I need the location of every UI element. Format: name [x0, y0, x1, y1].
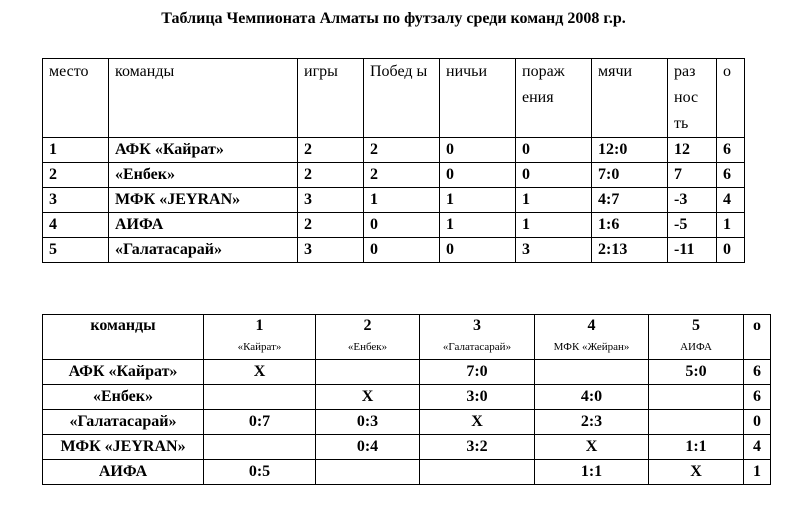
- cell-games: 2: [298, 138, 364, 163]
- cell-place: 3: [43, 188, 109, 213]
- col-header-team-3: [420, 315, 535, 360]
- cell-points: 4: [717, 188, 745, 213]
- column-number: 4: [587, 317, 596, 334]
- cell-result: [204, 385, 316, 410]
- column-team-name: «Галатасарай»: [442, 341, 512, 353]
- cell-team: «Галатасарай»: [43, 410, 204, 435]
- cell-result: 0:7: [204, 410, 316, 435]
- col-header-team-1: [204, 315, 316, 360]
- cell-result: 3:0: [420, 385, 535, 410]
- cell-result: X: [420, 410, 535, 435]
- col-header-goals: мячи: [592, 59, 668, 138]
- cell-team: АФК «Кайрат»: [109, 138, 298, 163]
- cell-goals: 1:6: [592, 213, 668, 238]
- cell-wins: 2: [364, 138, 440, 163]
- cell-result: X: [649, 460, 744, 485]
- cell-points: 6: [744, 385, 771, 410]
- table-row: [43, 385, 771, 410]
- cell-team: «Галатасарай»: [109, 238, 298, 263]
- cell-wins: 2: [364, 163, 440, 188]
- cell-wins: 0: [364, 238, 440, 263]
- col-header-wins: Побед ы: [364, 59, 440, 138]
- cell-result: 4:0: [535, 385, 649, 410]
- cell-difference: 7: [668, 163, 717, 188]
- cell-team: «Енбек»: [109, 163, 298, 188]
- cell-games: 3: [298, 188, 364, 213]
- cell-result: 5:0: [649, 360, 744, 385]
- table-row: [43, 460, 771, 485]
- cell-losses: 0: [516, 163, 592, 188]
- cell-place: 5: [43, 238, 109, 263]
- cell-result: [649, 410, 744, 435]
- cell-team: АФК «Кайрат»: [43, 360, 204, 385]
- column-team-name: МФК «Жейран»: [553, 341, 630, 353]
- column-number: 1: [255, 317, 264, 334]
- col-header-points: о: [717, 59, 745, 138]
- cell-points: 0: [717, 238, 745, 263]
- cell-difference: -11: [668, 238, 717, 263]
- cell-draws: 0: [440, 163, 516, 188]
- col-header-difference: раз нос ть: [668, 59, 717, 138]
- cell-goals: 12:0: [592, 138, 668, 163]
- table-row: [43, 138, 745, 163]
- cell-points: 6: [744, 360, 771, 385]
- cell-points: 1: [717, 213, 745, 238]
- column-team-name: АИФА: [680, 341, 712, 353]
- cell-wins: 1: [364, 188, 440, 213]
- cell-result: 0:5: [204, 460, 316, 485]
- column-team-name: «Енбек»: [347, 341, 388, 353]
- cell-team: МФК «JEYRAN»: [109, 188, 298, 213]
- col-header-team-2: [316, 315, 420, 360]
- cell-result: 7:0: [420, 360, 535, 385]
- table-row: [43, 238, 745, 263]
- cell-result: X: [316, 385, 420, 410]
- cell-result: 2:3: [535, 410, 649, 435]
- cell-place: 2: [43, 163, 109, 188]
- cell-place: 1: [43, 138, 109, 163]
- col-header-losses: пораж ения: [516, 59, 592, 138]
- cell-draws: 0: [440, 138, 516, 163]
- cell-draws: 0: [440, 238, 516, 263]
- cell-points: 6: [717, 163, 745, 188]
- cell-result: 0:3: [316, 410, 420, 435]
- cell-result: 3:2: [420, 435, 535, 460]
- cell-difference: -3: [668, 188, 717, 213]
- cell-draws: 1: [440, 188, 516, 213]
- cell-points: 6: [717, 138, 745, 163]
- cell-result: [535, 360, 649, 385]
- cell-goals: 2:13: [592, 238, 668, 263]
- col-header-place: место: [43, 59, 109, 138]
- cell-losses: 1: [516, 188, 592, 213]
- cell-goals: 7:0: [592, 163, 668, 188]
- cell-team: АИФА: [109, 213, 298, 238]
- cell-result: X: [204, 360, 316, 385]
- table-row: [43, 213, 745, 238]
- cell-team: «Енбек»: [43, 385, 204, 410]
- cell-team: АИФА: [43, 460, 204, 485]
- cell-difference: -5: [668, 213, 717, 238]
- cell-result: [316, 360, 420, 385]
- column-number: 5: [692, 317, 700, 334]
- cell-result: 1:1: [535, 460, 649, 485]
- cell-points: 1: [744, 460, 771, 485]
- cell-points: 0: [744, 410, 771, 435]
- cell-losses: 3: [516, 238, 592, 263]
- cell-games: 2: [298, 163, 364, 188]
- col-header-teams: команды: [43, 315, 204, 360]
- cell-place: 4: [43, 213, 109, 238]
- cell-games: 2: [298, 213, 364, 238]
- column-number: 3: [473, 317, 481, 334]
- cell-result: 0:4: [316, 435, 420, 460]
- cell-points: 4: [744, 435, 771, 460]
- col-header-points: о: [744, 315, 771, 360]
- col-header-team-5: [649, 315, 744, 360]
- col-header-team-4: [535, 315, 649, 360]
- cell-result: [316, 460, 420, 485]
- cell-draws: 1: [440, 213, 516, 238]
- standings-header-row: [43, 59, 745, 138]
- cell-team: МФК «JEYRAN»: [43, 435, 204, 460]
- table-row: [43, 360, 771, 385]
- cell-result: [204, 435, 316, 460]
- crosstable-header-row: [43, 315, 771, 360]
- table-row: [43, 163, 745, 188]
- col-header-teams: команды: [109, 59, 298, 138]
- document-title: Таблица Чемпионата Алматы по футзалу среди команд 2008 г.р.: [161, 10, 626, 27]
- column-number: 2: [363, 317, 372, 334]
- table-row: [43, 188, 745, 213]
- cell-losses: 1: [516, 213, 592, 238]
- column-team-name: «Кайрат»: [237, 341, 282, 353]
- cell-games: 3: [298, 238, 364, 263]
- table-row: [43, 410, 771, 435]
- cell-result: [420, 460, 535, 485]
- standings-table: [42, 58, 745, 263]
- cell-losses: 0: [516, 138, 592, 163]
- cell-difference: 12: [668, 138, 717, 163]
- cell-result: [649, 385, 744, 410]
- crosstable: [42, 314, 771, 485]
- table-row: [43, 435, 771, 460]
- cell-wins: 0: [364, 213, 440, 238]
- col-header-games: игры: [298, 59, 364, 138]
- col-header-draws: ничьи: [440, 59, 516, 138]
- cell-result: X: [535, 435, 649, 460]
- cell-goals: 4:7: [592, 188, 668, 213]
- cell-result: 1:1: [649, 435, 744, 460]
